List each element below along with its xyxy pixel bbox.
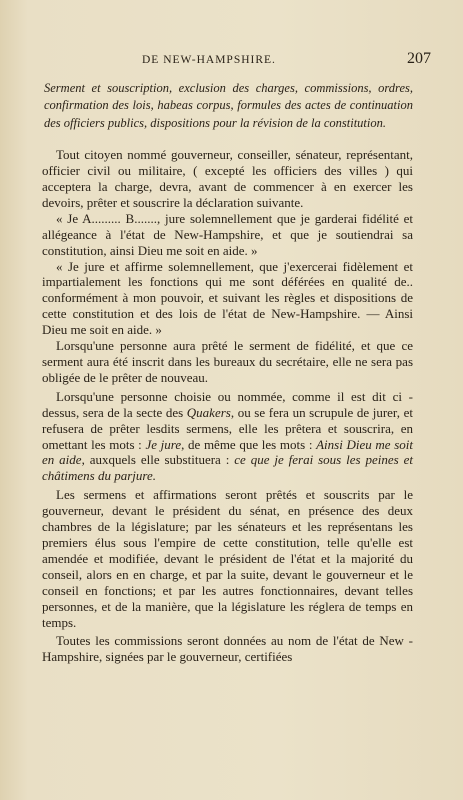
quakers-term: Quakers — [186, 404, 231, 420]
omitted-words-je-jure: Je jure — [145, 436, 182, 452]
quakers-text-c: , ou se fera un scrupule de jurer, et refusera de prêter lesdits sermens, elle les prêtera et souscrira, en omettant les mots : — [42, 404, 413, 452]
paragraph-oath-registration: Lorsqu'une personne aura prêté le serment de fidélité, et que ce serment aura été inscrit dans les bureaux du secrétaire, elle ne sera pas obligée de le prêter de nouveau. — [42, 338, 413, 385]
quakers-text-e: , de même que les mots : — [181, 436, 317, 452]
quakers-text-a: Lorsqu'une personne choisie ou nommée, comme il est dit ci - dessus, sera de la secte des — [42, 388, 413, 420]
paragraph-oath-office: « Je jure et affirme solemnellement, que j'exercerai fidèlement et impartialement les fonctions qui me sont déférées en qualité de.. conformément à mon pouvoir, et suivant les règles et dispositions de cette constitution et des lois de l'état de New-Hampshire. — Ainsi Dieu me soit en aide. » — [42, 258, 413, 338]
page-number: 207 — [407, 50, 431, 67]
quakers-text-g: , auxquels elle substituera : — [81, 452, 235, 468]
page-body — [40, 80, 413, 665]
paragraph-commissions: Toutes les commissions seront données au nom de l'état de New - Hampshire, signées par le gouverneur, certifiées — [42, 633, 413, 665]
omitted-words-dieu: Ainsi Dieu me soit en aide — [42, 436, 413, 468]
paragraph-oath-allegiance: « Je A......... B......., jure solemnellement que je garderai fidélité et allégeance à l'état de New-Hampshire, et que je soutiendrai sa constitution, ainsi Dieu me soit en aide. » — [42, 210, 413, 258]
running-title: DE NEW-HAMPSHIRE. — [142, 54, 276, 66]
paragraph-oath-requirement: Tout citoyen nommé gouverneur, conseiller, sénateur, représentant, officier civil ou militaire, ( excepté les officiers des villes ) qui acceptera la charge, devra, avant de commencer à en exercer les devoirs, prêter et souscrire la déclaration suivante. — [42, 147, 413, 210]
substitute-formula: ce que je ferai sous les peines et châtimens du parjure. — [42, 452, 413, 484]
paragraph-oath-administration: Les sermens et affirmations seront prêtés et souscrits par le gouverneur, devant le président du sénat, en présence des deux chambres de la législature; par les sénateurs et les représentans les premiers élus sous l'empire de cette constitution, telle qu'elle est amendée et modifiée, devant le président de l'état et la majorité du conseil, alors en en charge, et par la suite, devant le gouverneur et le conseil en fonctions; et par les autres fonctionnaires, devant telles personnes, et de la manière, que la législature les réglera de temps en temps. — [42, 487, 413, 630]
section-summary: Serment et souscription, exclusion des charges, commissions, ordres, confirmation des lois, habeas corpus, formules des actes de continuation des officiers publics, dispositions pour la révision de la constitution. — [44, 81, 413, 130]
paragraph-quakers-affirmation — [40, 389, 413, 484]
page-header — [32, 50, 431, 70]
